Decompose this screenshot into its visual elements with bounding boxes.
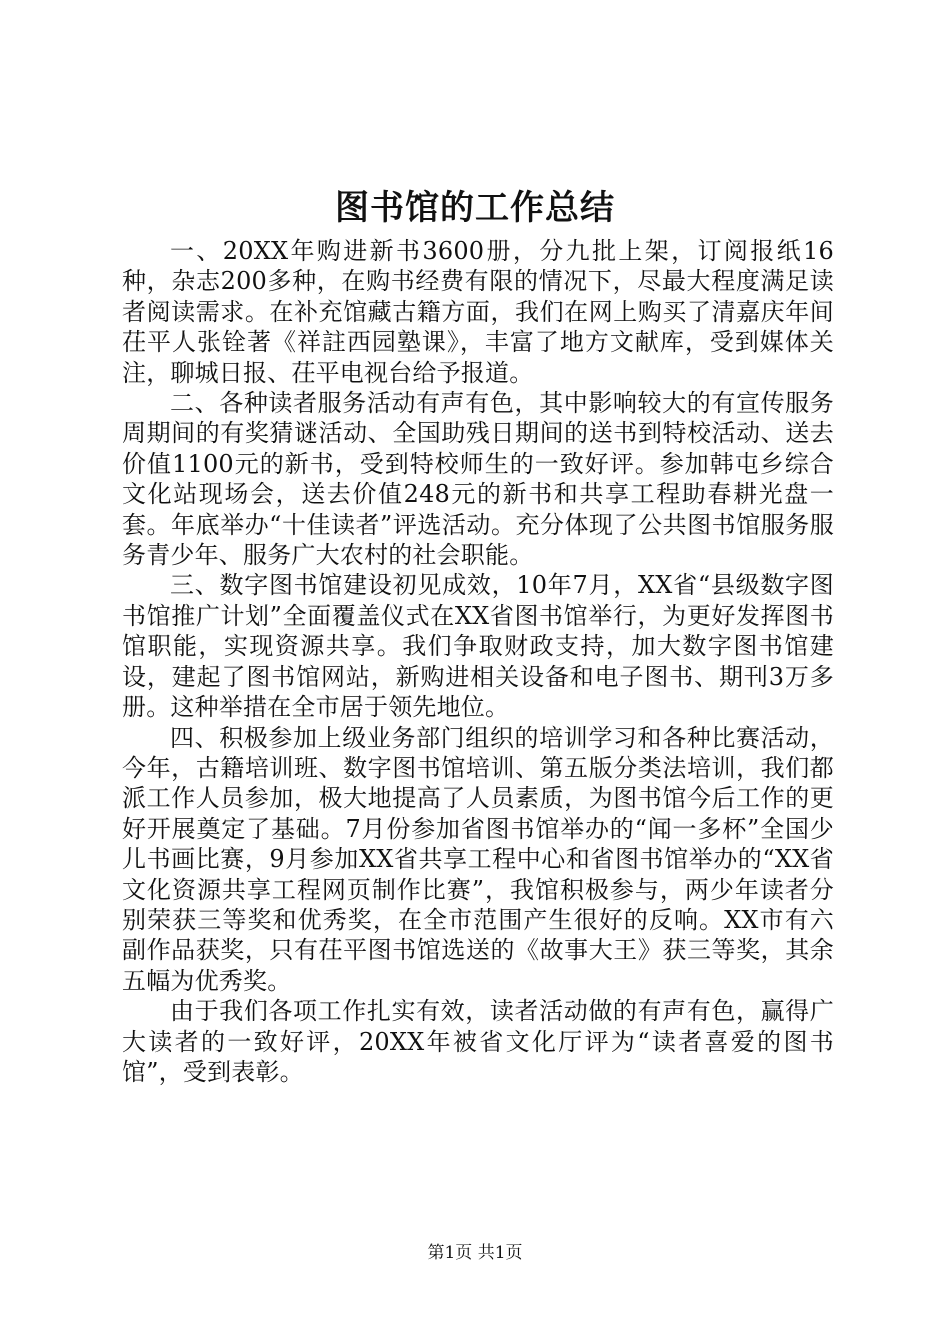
document-body (122, 236, 834, 1087)
page-footer: 第1页 共1页 (427, 1243, 523, 1263)
paragraph-1: 一、20XX年购进新书3600册，分九批上架，订阅报纸16种，杂志200多种，在购书经费有限的情况下，尽最大程度满足读者阅读需求。在补充馆藏古籍方面，我们在网上购买了清嘉庆年间茌平人张铨著《祥註西园塾课》，丰富了地方文献库，受到媒体关注，聊城日报、茌平电视台给予报道。 (122, 237, 834, 387)
page-title: 图书馆的工作总结 (335, 188, 615, 228)
paragraph-2: 二、各种读者服务活动有声有色，其中影响较大的有宣传服务周期间的有奖猜谜活动、全国助残日期间的送书到特校活动、送去价值1100元的新书，受到特校师生的一致好评。参加韩屯乡综合文化站现场会，送去价值248元的新书和共享工程助春耕光盘一套。年底举办“十佳读者”评选活动。充分体现了公共图书馆服务服务青少年、服务广大农村的社会职能。 (122, 389, 834, 570)
paragraph-5: 由于我们各项工作扎实有效，读者活动做的有声有色，赢得广大读者的一致好评，20XX年被省文化厅评为“读者喜爱的图书馆”，受到表彰。 (122, 997, 834, 1086)
paragraph-4: 四、积极参加上级业务部门组织的培训学习和各种比赛活动，今年，古籍培训班、数字图书馆培训、第五版分类法培训，我们都派工作人员参加，极大地提高了人员素质，为图书馆今后工作的更好开展奠定了基础。7月份参加省图书馆举办的“闻一多杯”全国少儿书画比赛，9月参加XX省共享工程中心和省图书馆举办的“XX省文化资源共享工程网页制作比赛”，我馆积极参与，两少年读者分别荣获三等奖和优秀奖，在全市范围产生很好的反响。XX市有六副作品获奖，只有茌平图书馆选送的《故事大王》获三等奖，其余五幅为优秀奖。 (122, 723, 834, 995)
paragraph-3: 三、数字图书馆建设初见成效，10年7月，XX省“县级数字图书馆推广计划”全面覆盖仪式在XX省图书馆举行，为更好发挥图书馆职能，实现资源共享。我们争取财政支持，加大数字图书馆建设，建起了图书馆网站，新购进相关设备和电子图书、期刊3万多册。这种举措在全市居于领先地位。 (122, 571, 834, 722)
